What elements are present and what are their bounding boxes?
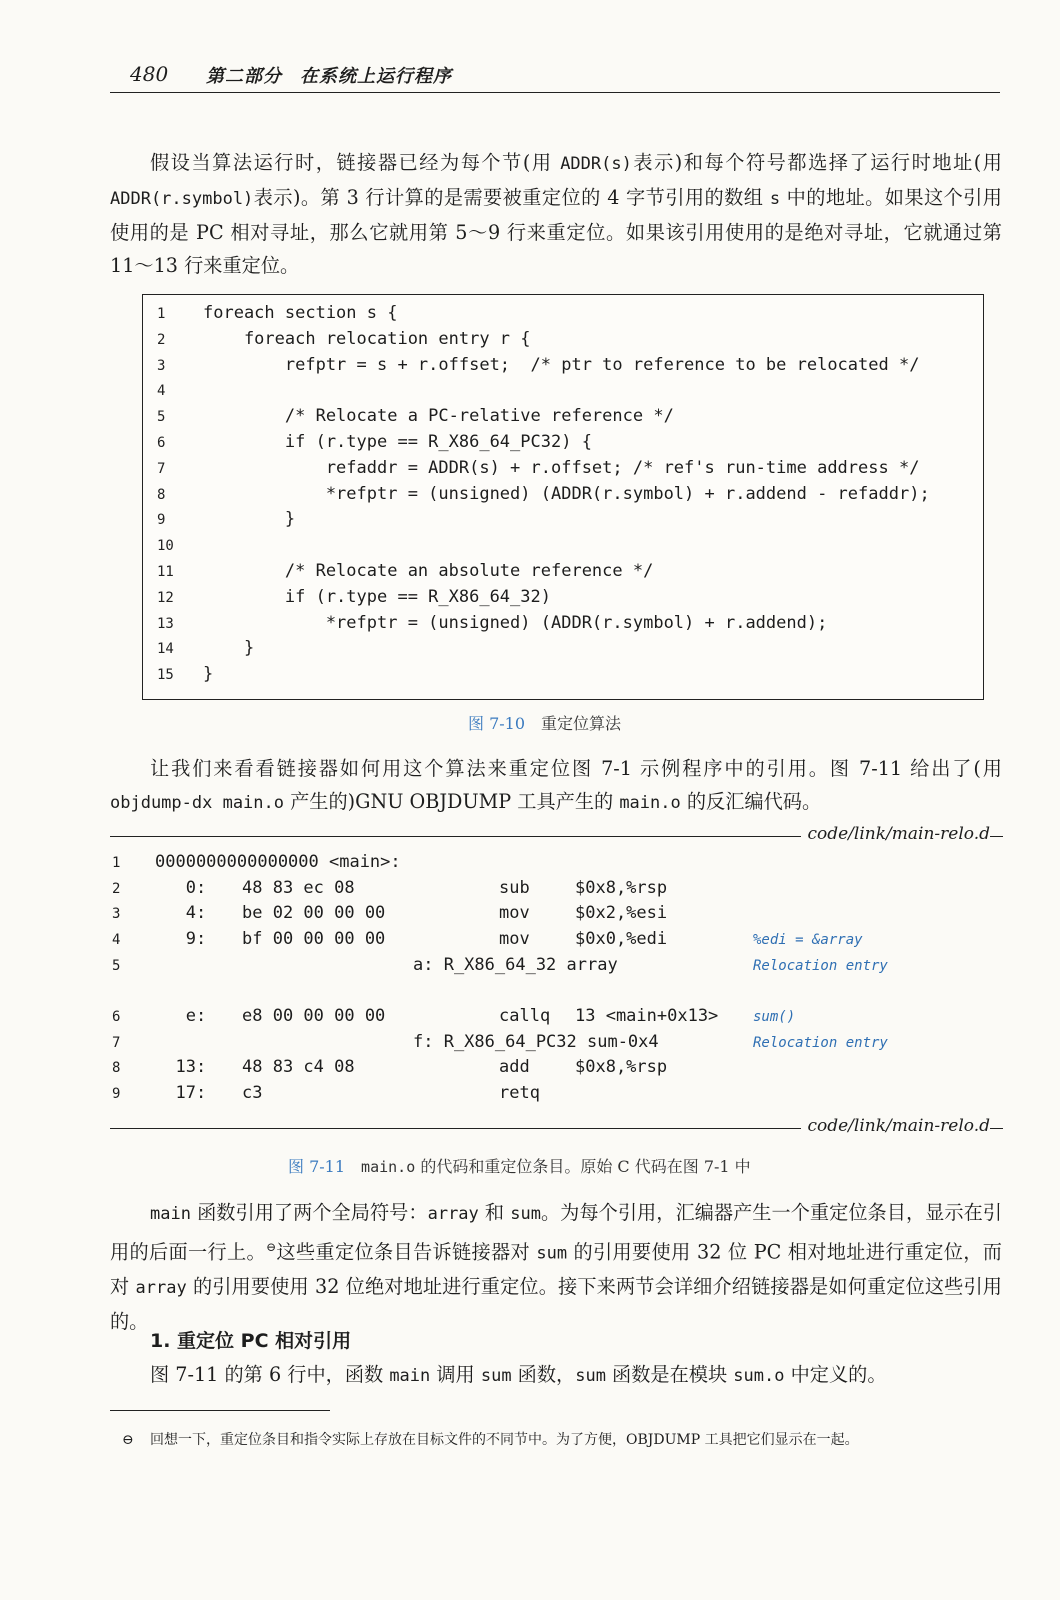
- relocation-entry: a: R_X86_64_32 array: [413, 955, 618, 975]
- code-run: objdump-dx main.o: [110, 793, 284, 813]
- code-text: if (r.type == R_X86_64_PC32) {: [203, 432, 592, 452]
- listing-line-number: 4: [112, 932, 121, 948]
- code-run: sum: [575, 1366, 606, 1386]
- line-number: 14: [157, 641, 174, 658]
- algorithm-code-box: [142, 294, 984, 700]
- listing-line-number: 9: [112, 1086, 121, 1102]
- text-run: 中的地址。如果这个引用使用的是 PC 相对寻址，那么它就用第 5～9 行来重定位。如果该引用使用的是绝对寻址，它就通过第 11～13 行来重定位。: [110, 186, 1002, 277]
- figure-title: 重定位算法: [541, 714, 622, 733]
- figure-7-10-caption: [468, 711, 621, 734]
- instruction-address: e:: [155, 1006, 207, 1026]
- subsection-heading: 1. 重定位 PC 相对引用: [150, 1330, 352, 1352]
- intro-paragraph: [110, 146, 1002, 282]
- running-title: [206, 62, 470, 88]
- line-number: 13: [157, 615, 174, 632]
- instruction-bytes: 48 83 ec 08: [242, 878, 355, 898]
- page-number: 480: [130, 62, 169, 86]
- figure-7-11-caption: [288, 1154, 751, 1177]
- instruction-address: 9:: [155, 929, 207, 949]
- instruction-bytes: c3: [242, 1083, 263, 1103]
- code-text: }: [203, 638, 255, 659]
- line-number: 6: [157, 435, 166, 451]
- text-run: 函数引用了两个全局符号：: [190, 1201, 428, 1224]
- text-run: 函数是在模块: [605, 1363, 734, 1386]
- instruction-bytes: e8 00 00 00 00: [242, 1006, 386, 1026]
- instruction-opcode: mov: [499, 903, 530, 923]
- text-run: 调用: [430, 1363, 481, 1386]
- code-run: array: [427, 1204, 479, 1224]
- code-text: /* Relocate an absolute reference */: [203, 561, 654, 581]
- instruction-operands: $0x8,%rsp: [575, 878, 668, 898]
- code-run: main.o: [361, 1158, 416, 1176]
- listing-line-number: 5: [112, 958, 121, 974]
- listing-line-number: 8: [112, 1060, 121, 1076]
- code-text: }: [203, 509, 296, 530]
- footnote: [122, 1428, 990, 1452]
- text-run: 中定义的。: [784, 1363, 887, 1386]
- text-run: 。为每个引用，汇编器产生一个重定位条目，显示在引用的后面一行上。: [110, 1201, 1002, 1264]
- line-number: 7: [157, 460, 166, 477]
- instruction-address: 13:: [155, 1057, 207, 1077]
- line-number: 3: [157, 357, 166, 374]
- instruction-operands: $0x8,%rsp: [575, 1057, 668, 1077]
- instruction-opcode: retq: [499, 1083, 540, 1103]
- listing-comment: Relocation entry: [753, 958, 888, 974]
- code-run: ADDR(s): [560, 154, 632, 174]
- line-number: 8: [157, 486, 166, 503]
- code-run: sum.o: [733, 1366, 785, 1386]
- line-number: 11: [157, 564, 174, 580]
- instruction-opcode: callq: [499, 1006, 551, 1026]
- instruction-bytes: bf 00 00 00 00: [242, 929, 386, 949]
- instruction-address: 0000000000000000 <main>:: [155, 852, 401, 872]
- listing-comment: Relocation entry: [753, 1035, 888, 1051]
- code-run: s: [769, 189, 781, 209]
- instruction-opcode: sub: [499, 878, 530, 898]
- figure-number: 图 7-10: [468, 714, 526, 733]
- code-text: *refptr = (unsigned) (ADDR(r.symbol) + r.addend - refaddr);: [203, 483, 930, 504]
- listing-filename-top: code/link/main-relo.d: [801, 824, 990, 844]
- listing-line-number: 2: [112, 881, 121, 897]
- instruction-bytes: 48 83 c4 08: [242, 1057, 355, 1077]
- paragraph-2: [110, 752, 1002, 820]
- code-run: main: [150, 1204, 191, 1224]
- text-run: 表示)和每个符号都选择了运行时地址(用: [631, 151, 1002, 174]
- code-run: main: [389, 1366, 431, 1386]
- line-number: 4: [157, 383, 166, 400]
- figure-title: 的代码和重定位条目。原始 C 代码在图 7-1 中: [415, 1157, 751, 1176]
- code-text: refptr = s + r.offset; /* ptr to reference to be relocated */: [203, 354, 920, 375]
- line-number: 9: [157, 512, 166, 529]
- instruction-bytes: be 02 00 00 00: [242, 903, 386, 923]
- line-number: 1: [157, 306, 166, 322]
- footnote-mark: ⊖: [122, 1432, 134, 1448]
- code-run: sum: [536, 1243, 568, 1264]
- footnote-rule: [110, 1410, 330, 1411]
- line-number: 15: [157, 667, 174, 684]
- code-text: if (r.type == R_X86_64_32): [203, 586, 551, 607]
- code-run: main.o: [619, 793, 681, 813]
- line-number: 5: [157, 409, 166, 426]
- code-text: foreach section s {: [203, 303, 398, 323]
- listing-line-number: 3: [112, 906, 121, 922]
- instruction-operands: $0x0,%edi: [575, 929, 668, 949]
- figure-number: 图 7-11: [288, 1157, 346, 1176]
- text-run: 的引用要使用 32 位绝对地址进行重定位。接下来两节会详细介绍链接器是如何重定位这些引用的。: [110, 1275, 1002, 1334]
- code-text: refaddr = ADDR(s) + r.offset; /* ref's run-time address */: [203, 457, 920, 478]
- code-text: }: [203, 664, 214, 685]
- text-run: 产生的)GNU OBJDUMP 工具产生的: [284, 790, 620, 813]
- instruction-opcode: add: [499, 1057, 530, 1077]
- text-run: 和: [478, 1201, 511, 1224]
- running-header: [110, 56, 1000, 93]
- paragraph-4: [110, 1358, 1002, 1393]
- text-run: 函数，: [511, 1363, 576, 1386]
- instruction-operands: 13 <main+0x13>: [575, 1006, 719, 1026]
- relocation-entry: f: R_X86_64_PC32 sum-0x4: [413, 1032, 659, 1052]
- line-number: 12: [157, 589, 174, 606]
- code-text: *refptr = (unsigned) (ADDR(r.symbol) + r.addend);: [203, 612, 828, 633]
- line-number: 10: [157, 538, 174, 555]
- instruction-address: 4:: [155, 903, 207, 923]
- text-run: 的反汇编代码。: [680, 790, 822, 813]
- listing-comment: sum(): [753, 1009, 796, 1025]
- instruction-operands: $0x2,%esi: [575, 903, 668, 923]
- code-text: /* Relocate a PC-relative reference */: [203, 406, 674, 427]
- instruction-opcode: mov: [499, 929, 530, 949]
- code-run: ADDR(r.symbol): [110, 189, 254, 209]
- listing-line-number: 1: [112, 855, 121, 871]
- listing-comment: %edi = &array: [753, 932, 863, 948]
- code-run: sum: [510, 1204, 541, 1224]
- text-run: 假设当算法运行时，链接器已经为每个节(用: [150, 151, 561, 174]
- instruction-address: 17:: [155, 1083, 207, 1103]
- paragraph-3: [110, 1196, 1002, 1338]
- text-run: 图 7-11 的第 6 行中，函数: [150, 1363, 390, 1386]
- line-number: 2: [157, 331, 166, 348]
- text-run: 这些重定位条目告诉链接器对: [276, 1240, 537, 1264]
- listing-line-number: 7: [112, 1035, 121, 1051]
- listing-filename-bottom: code/link/main-relo.d: [801, 1116, 990, 1136]
- footnote-reference[interactable]: ⊖: [266, 1240, 277, 1254]
- listing-line-number: 6: [112, 1009, 121, 1025]
- part-label: 第二部分: [206, 66, 282, 87]
- text-run: 的引用要使用 32 位 PC 相对地址进行重定位，而对: [110, 1240, 1002, 1299]
- code-run: array: [135, 1278, 187, 1299]
- text-run: 表示)。第 3 行计算的是需要被重定位的 4 字节引用的数组: [253, 186, 770, 209]
- footnote-text: 回想一下，重定位条目和指令实际上存放在目标文件的不同节中。为了方便，OBJDUMP 工具把它们显示在一起。: [150, 1432, 859, 1448]
- text-run: 让我们来看看链接器如何用这个算法来重定位图 7-1 示例程序中的引用。图 7-11 给出了(用: [150, 757, 1002, 780]
- code-text: foreach relocation entry r {: [203, 328, 531, 349]
- instruction-address: 0:: [155, 878, 207, 898]
- part-title: 在系统上运行程序: [300, 66, 452, 87]
- code-run: sum: [480, 1366, 512, 1386]
